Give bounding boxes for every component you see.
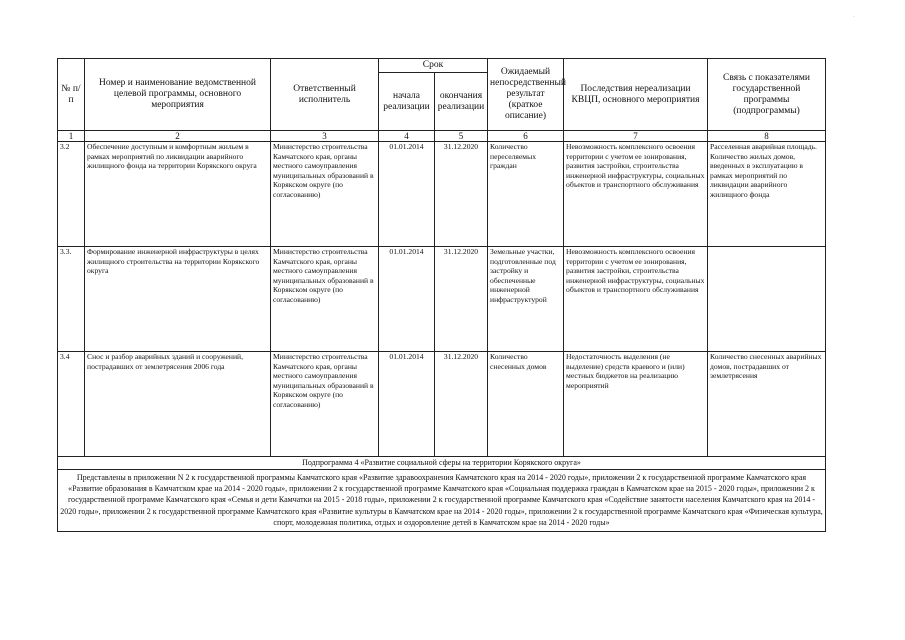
row-end: 31.12.2020 bbox=[435, 247, 488, 352]
header-start: начала реализации bbox=[379, 73, 435, 131]
column-number: 3 bbox=[271, 131, 379, 142]
row-consequences: Недостаточность выделения (не выделение) средств краевого и (или) местных бюджетов на реализацию мероприятий bbox=[564, 352, 708, 457]
row-end: 31.12.2020 bbox=[435, 142, 488, 247]
row-responsible-text: Министерство строительства Камчатского края, органы местного самоуправления муниципальных образований в Корякском округе (по согласованию) bbox=[273, 247, 374, 304]
row-result: Количество переселяемых граждан bbox=[488, 142, 564, 247]
column-number: 2 bbox=[85, 131, 271, 142]
row-link bbox=[708, 247, 826, 352]
row-responsible bbox=[271, 142, 379, 247]
header-row-1 bbox=[58, 59, 826, 73]
header-term: Срок bbox=[379, 59, 488, 73]
row-link: Количество снесенных аварийных домов, пострадавших от землетрясения bbox=[708, 352, 826, 457]
row-end: 31.12.2020 bbox=[435, 352, 488, 457]
row-start: 01.01.2014 bbox=[379, 142, 435, 247]
column-number: 8 bbox=[708, 131, 826, 142]
header-consequences: Последствия нереализации КВЦП, основного мероприятия bbox=[564, 59, 708, 131]
document-page bbox=[57, 58, 825, 532]
column-number: 7 bbox=[564, 131, 708, 142]
row-start: 01.01.2014 bbox=[379, 247, 435, 352]
table-row bbox=[58, 247, 826, 352]
row-name: Обеспечение доступным и комфортным жильем в рамках мероприятий по ликвидации аварийного жилищного фонда на территории Корякского округа bbox=[85, 142, 271, 247]
subprogram-row bbox=[58, 457, 826, 470]
row-number: 3.3. bbox=[58, 247, 85, 352]
row-number: 3.2 bbox=[58, 142, 85, 247]
header-result: Ожидаемый непосредственный результат (краткое описание) bbox=[488, 59, 564, 131]
row-result: Количество снесенных домов bbox=[488, 352, 564, 457]
subprogram-note-row bbox=[58, 470, 826, 532]
subprogram-note: Представлены в приложении N 2 к государственной программы Камчатского края «Развитие здравоохранения Камчатского края на 2014 - 2020 годы», приложении 2 к государственной программе Камчатского края «Развитие образования в Камчатском крае на 2014 - 2020 годы», приложении 2 к государственной программе Камчатского края «Социальная поддержка граждан в Камчатском крае на 2015 - 2020 годы», приложении 2 к государственной программе Камчатского края «Семья и дети Камчатки на 2015 - 2018 годы», приложении 2 к государственной программе Камчатского края «Содействие занятости населения Камчатского края на 2014 - 2020 годы», приложении 2 к государственной программе Камчатского края «Развитие культуры в Камчатском крае на 2014 - 2020 годы», приложении 2 к государственной программе Камчатского края «Физическая культура, спорт, молодежная политика, отдых и оздоровление детей в Камчатском крае на 2014 - 2020 годы» bbox=[58, 470, 826, 532]
row-name: Снос и разбор аварийных зданий и сооружений, пострадавших от землетрясения 2006 года bbox=[85, 352, 271, 457]
row-responsible bbox=[271, 247, 379, 352]
row-responsible-text: Министерство строительства Камчатского края, органы местного самоуправления муниципальных образований в Корякском округе (по согласованию) bbox=[273, 352, 374, 409]
column-number: 1 bbox=[58, 131, 85, 142]
row-link: Расселенная аварийная площадь. Количество жилых домов, введенных в эксплуатацию в рамках мероприятий по ликвидации аварийного жилищного фонда bbox=[708, 142, 826, 247]
header-num: № п/п bbox=[58, 59, 85, 131]
header-name: Номер и наименование ведомственной целевой программы, основного мероприятия bbox=[85, 59, 271, 131]
column-number: 5 bbox=[435, 131, 488, 142]
column-number-row bbox=[58, 131, 826, 142]
page-corner-mark: · bbox=[853, 14, 855, 20]
column-number: 4 bbox=[379, 131, 435, 142]
subprogram-title: Подпрограмма 4 «Развитие социальной сферы на территории Корякского округа» bbox=[58, 457, 826, 470]
table-row bbox=[58, 142, 826, 247]
row-result: Земельные участки, подготовленные под застройку и обеспеченные инженерной инфраструктурой bbox=[488, 247, 564, 352]
program-table bbox=[57, 58, 826, 532]
row-start: 01.01.2014 bbox=[379, 352, 435, 457]
column-number: 6 bbox=[488, 131, 564, 142]
row-responsible bbox=[271, 352, 379, 457]
row-consequences: Невозможность комплексного освоения территории с учетом ее зонирования, развития застройки, строительства инженерной инфраструктуры, социальных объектов и транспортного обслуживания bbox=[564, 142, 708, 247]
header-responsible: Ответственный исполнитель bbox=[271, 59, 379, 131]
row-number: 3.4 bbox=[58, 352, 85, 457]
row-name: Формирование инженерной инфраструктуры в целях жилищного строительства на территории Корякского округа bbox=[85, 247, 271, 352]
row-responsible-text: Министерство строительства Камчатского края, органы местного самоуправления муниципальных образований в Корякском округе (по согласованию) bbox=[273, 142, 374, 199]
row-consequences: Невозможность комплексного освоения территории с учетом ее зонирования, развития застройки, строительства инженерной инфраструктуры, социальных объектов и транспортного обслуживания bbox=[564, 247, 708, 352]
header-end: окончания реализации bbox=[435, 73, 488, 131]
header-link: Связь с показателями государственной программы (подпрограммы) bbox=[708, 59, 826, 131]
table-row bbox=[58, 352, 826, 457]
